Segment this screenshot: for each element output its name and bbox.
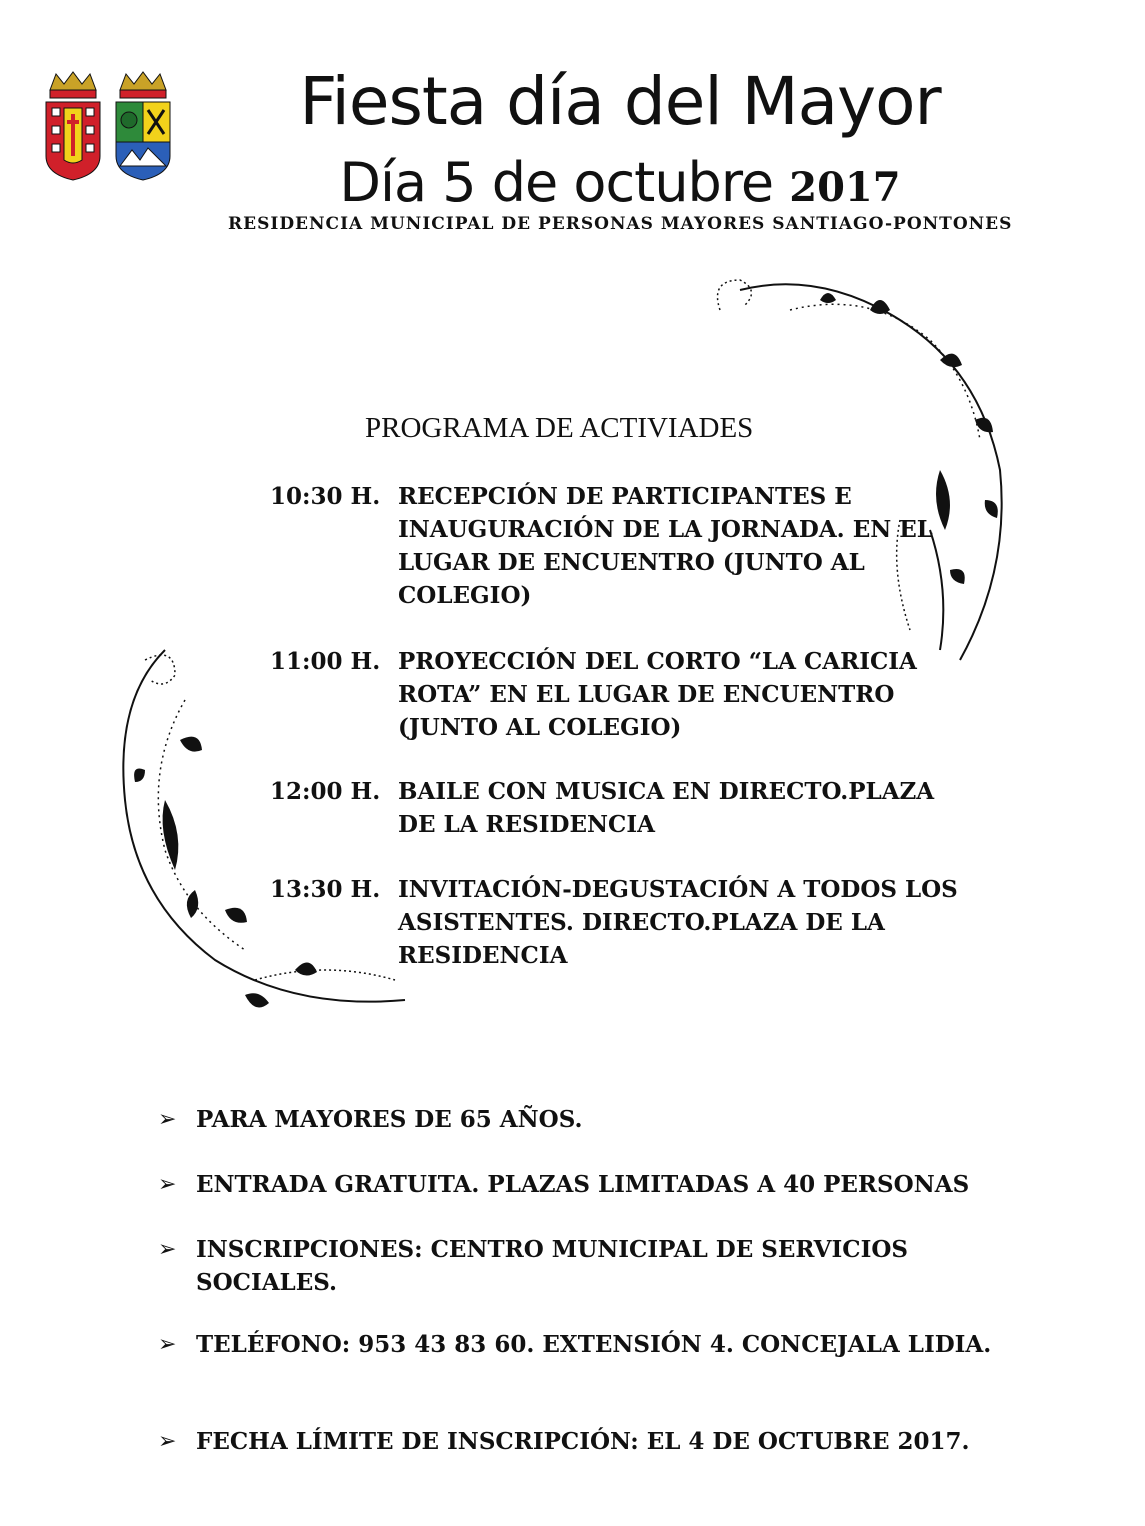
activity-description: BAILE CON MUSICA EN DIRECTO.PLAZA DE LA RESIDENCIA [398, 778, 935, 838]
activity-time: 12:00 H. [270, 778, 381, 805]
activity-description: INVITACIÓN-DEGUSTACIÓN A TODOS LOS ASISTENTES. DIRECTO.PLAZA DE LA RESIDENCIA [398, 876, 958, 969]
activity-description: PROYECCIÓN DEL CORTO “LA CARICIA ROTA” EN EL LUGAR DE ENCUENTRO (JUNTO AL COLEGIO) [398, 648, 917, 741]
event-year: 2017 [789, 164, 901, 211]
arrow-bullet-icon: ➢ [158, 1172, 177, 1197]
event-day: Día 5 de octubre [339, 151, 774, 214]
arrow-bullet-icon: ➢ [158, 1107, 177, 1132]
activity-time: 13:30 H. [270, 876, 381, 903]
event-date [200, 150, 1040, 221]
info-text: ENTRADA GRATUITA. PLAZAS LIMITADAS A 40 PERSONAS [196, 1171, 970, 1198]
arrow-bullet-icon: ➢ [158, 1237, 177, 1262]
arrow-bullet-icon: ➢ [158, 1332, 177, 1357]
venue-subtitle: RESIDENCIA MUNICIPAL DE PERSONAS MAYORES SANTIAGO-PONTONES [228, 214, 1013, 234]
info-text: INSCRIPCIONES: CENTRO MUNICIPAL DE SERVICIOS SOCIALES. [196, 1236, 909, 1296]
activity-time: 11:00 H. [270, 648, 381, 675]
municipal-crest-icon [112, 70, 174, 182]
program-heading: PROGRAMA DE ACTIVIADES [365, 412, 754, 444]
info-text: TELÉFONO: 953 43 83 60. EXTENSIÓN 4. CONCEJALA LIDIA. [196, 1331, 992, 1358]
activity-description: RECEPCIÓN DE PARTICIPANTES E INAUGURACIÓN DE LA JORNADA. EN EL LUGAR DE ENCUENTRO (JUNTO AL COLEGIO) [398, 483, 933, 609]
municipal-crest-icon [42, 70, 104, 182]
arrow-bullet-icon: ➢ [158, 1429, 177, 1454]
floral-corner-ornament-icon [105, 640, 420, 1035]
activity-time: 10:30 H. [270, 483, 381, 510]
info-text: FECHA LÍMITE DE INSCRIPCIÓN: EL 4 DE OCTUBRE 2017. [196, 1428, 970, 1455]
info-text: PARA MAYORES DE 65 AÑOS. [196, 1106, 583, 1133]
page-title: Fiesta día del Mayor [299, 63, 941, 140]
